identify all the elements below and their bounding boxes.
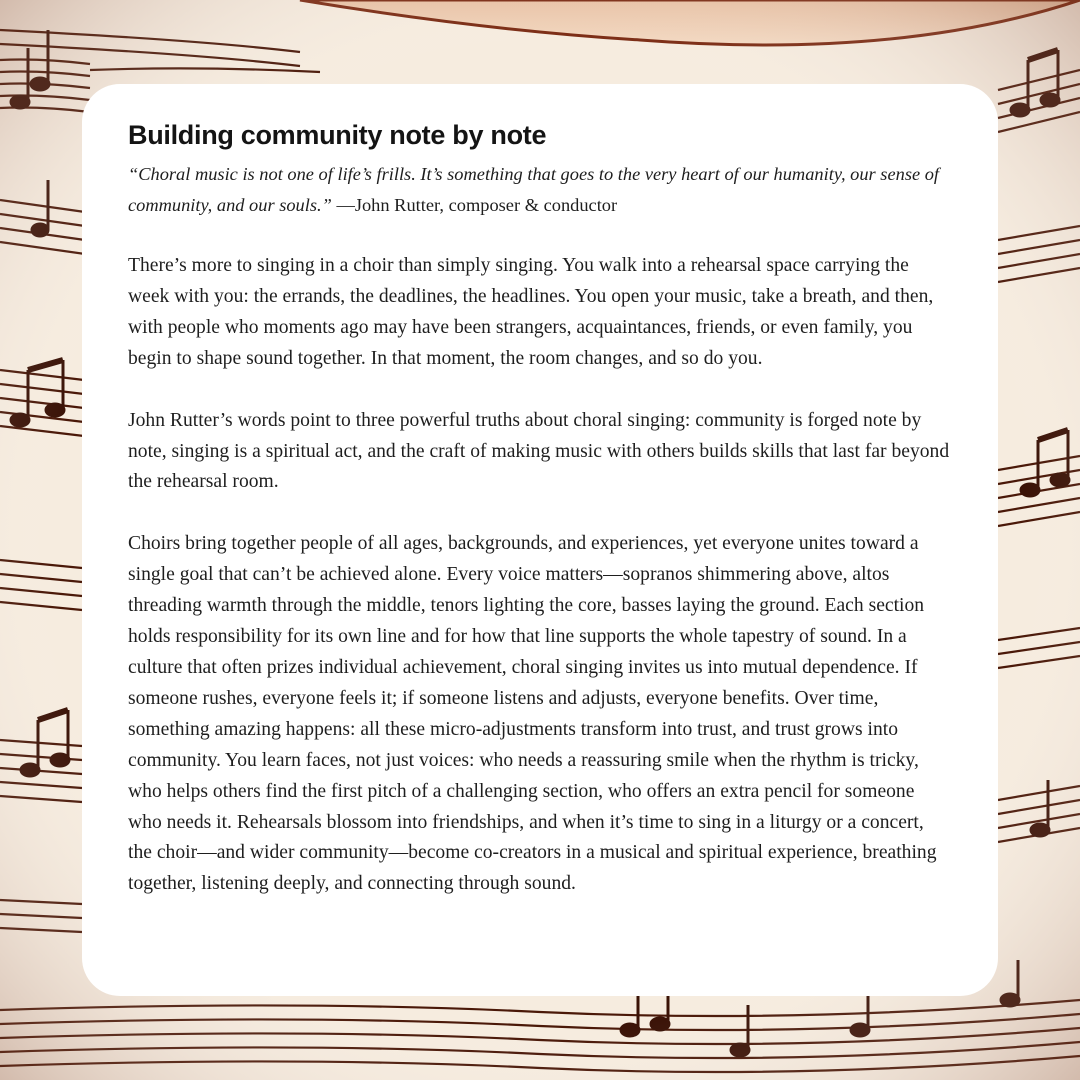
quote-block bbox=[128, 159, 952, 220]
paragraph-1: There’s more to singing in a choir than simply singing. You walk into a rehearsal space carrying the week with you: the errands, the deadlines, the headlines. You open your music, take a breath, and then, with people who moments ago may have been strangers, acquaintances, friends, or even family, you begin to shape sound together. In that moment, the room changes, and so do you. bbox=[128, 255, 934, 369]
article-title: Building community note by note bbox=[128, 120, 547, 150]
quote-text: “Choral music is not one of life’s frills. It’s something that goes to the very heart of our humanity, our sense of community, and our souls.” bbox=[128, 164, 940, 215]
paragraph-3: Choirs bring together people of all ages, backgrounds, and experiences, yet everyone unites toward a single goal that can’t be achieved alone. Every voice matters—sopranos shimmering above, altos threading warmth through the middle, tenors lighting the core, basses laying the ground. Each section holds responsibility for its own line and for how that line supports the whole tapestry of sound. In a culture that often prizes individual achievement, choral singing invites us into mutual dependence. If someone rushes, everyone feels it; if someone listens and adjusts, everyone benefits. Over time, something amazing happens: all these micro-adjustments transform into trust, and trust grows into community. You learn faces, not just voices: who needs a reassuring smile when the rhythm is tricky, who helps others find the first pitch of a challenging section, who offers an extra pencil for someone who needs it. Rehearsals blossom into friendships, and when it’s time to sing in a liturgy or a concert, the choir—and wider community—become co-creators in a musical and spiritual experience, breathing together, listening deeply, and connecting through sound. bbox=[128, 533, 937, 895]
article-card bbox=[82, 84, 998, 996]
paragraph-2: John Rutter’s words point to three powerful truths about choral singing: community is forged note by note, singing is a spiritual act, and the craft of making music with others builds skills that last far beyond the rehearsal room. bbox=[128, 409, 950, 493]
quote-attribution: —John Rutter, composer & conductor bbox=[331, 194, 618, 215]
